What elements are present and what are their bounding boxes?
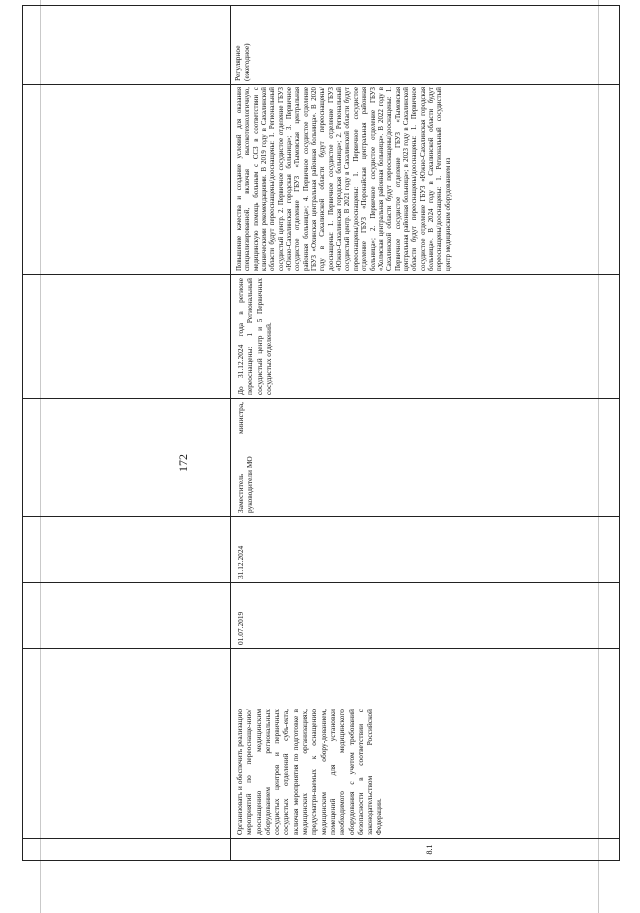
cell-responsible: [23, 398, 230, 516]
table-row: [231, 6, 619, 860]
cell-number: [23, 838, 230, 860]
cell-indicator: До 31.12.2024 года в регионе переоснащены: 1 Региональный сосудистый центр и 5 Первичных сосудистых отделений.: [231, 274, 619, 398]
cell-frequency: [23, 4, 230, 84]
cell-result: [23, 84, 230, 274]
cell-start-date: [23, 582, 230, 648]
cell-task: [23, 648, 230, 838]
cell-end-date: 31.12.2024: [231, 516, 619, 582]
cell-result: Повышение качества и создание условий для оказания специализированной, включая высокотехнологичную, медицинскую помощь больным с ССЗ в соответствии с клиническими рекомендациями. В 2019 году в Сахалинской области будут переоснащены/дооснащены: 1. Региональный сосудистый центр. 2. Первичное сосудистое отделение ГБУЗ «Южно-Сахалинская городская больница»; 3. Первичное сосудистое отделение ГБУЗ «Тымовская центральная районная больница»; 4. Первичное сосудистое отделение ГБУЗ «Охинская центральная районная больница». В 2020 году в Сахалинской области будут переоснащены/дооснащены: 1. Первичное сосудистое отделение ГБУЗ «Южно-Сахалинская городская больница»; 2. Региональный сосудистый центр. В 2021 году в Сахалинской области будут переоснащены/дооснащены: 1. Первичное сосудистое отделение ГБУЗ «Поронайская центральная районная больница»; 2. Первичное сосудистое отделение ГБУЗ «Холмская центральная районная больница». В 2022 году в Сахалинской области будут переоснащены/дооснащены: 1. Первичное сосудистое отделение ГБУЗ «Тымовская центральная районная больница»; в 2023 году в Сахалинской области будут переоснащены/дооснащены: 1. Первичное сосудистое отделение ГБУЗ «Южно-Сахалинская городская больница». В 2024 году в Сахалинской области будут переоснащены/дооснащены: 1. Региональный сосудистый центр медицинским оборудованием из: [231, 84, 619, 274]
measures-table: [22, 5, 620, 861]
cell-indicator: [23, 274, 230, 398]
cell-number: 8.1: [231, 838, 619, 860]
page-number: 172: [176, 454, 190, 472]
cell-responsible: Заместитель министра, руководители МО: [231, 398, 619, 516]
table-row: [23, 6, 231, 860]
cell-end-date: [23, 516, 230, 582]
cell-frequency: Регулярное (ежегодное): [233, 43, 252, 81]
cell-start-date: 01.07.2019: [231, 582, 619, 648]
cell-task: Организовать и обеспечить реализацию мероприятий по переоснаще-нию/дооснащению медицинским оборудованием региональных сосудистых центров и первичных сосудистых отделений субъ-екта, включая мероприятия по подготовке в медицинских организациях, предусматри-ваемых к оснащению медицинским обору-дованием, помещений для установки необходимого медицинского оборудования с учетом требований безопасности в соответствии с законодательством Российской Федерации.: [231, 648, 619, 838]
